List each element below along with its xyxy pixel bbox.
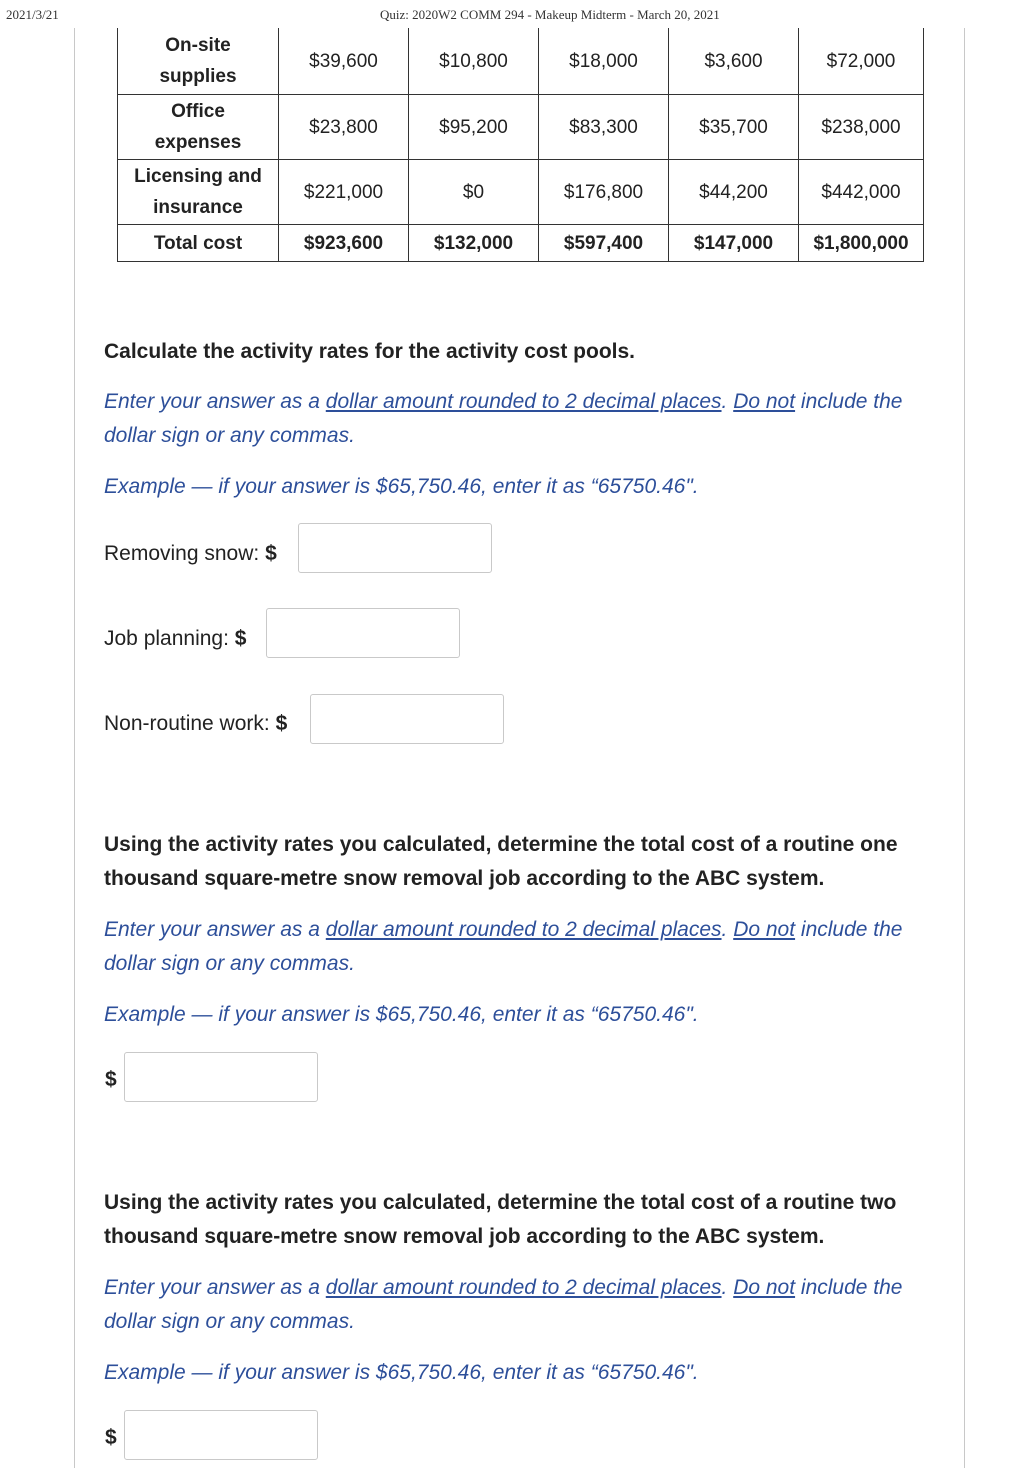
answer-instructions: Enter your answer as a dollar amount rounded to 2 decimal places. Do not include the dollar sign or any commas. [104,918,903,975]
question-1000-sqm-job [104,828,934,1032]
table-row-total [118,225,924,262]
row-label: Licensing and insurance [118,160,279,225]
answer-example: Example — if your answer is $65,750.46, enter it as “65750.46". [104,1361,699,1384]
job-planning-label: Job planning: $ [104,627,247,650]
question-title: Calculate the activity rates for the activity cost pools. [104,340,635,363]
table-cell: $35,700 [669,95,799,160]
row-label: Office expenses [118,95,279,160]
table-cell: $176,800 [539,160,669,225]
row-label: Total cost [118,225,279,262]
content-left-border [74,28,75,1468]
instruction-emphasis: dollar amount rounded to 2 decimal places [325,918,722,941]
table-cell: $72,000 [799,28,924,95]
non-routine-work-rate-input[interactable] [310,694,504,744]
removing-snow-rate-input[interactable] [298,523,492,573]
table-cell: $10,800 [409,28,539,95]
instruction-emphasis: Do not [733,1276,796,1299]
instruction-emphasis: dollar amount rounded to 2 decimal places [325,390,722,413]
question-title: Using the activity rates you calculated, determine the total cost of a routine two thousand square-metre snow removal job according to the ABC system. [104,1191,897,1248]
dollar-sign-label: $ [105,1068,117,1091]
table-row [118,95,924,160]
table-cell: $1,800,000 [799,225,924,262]
question-title: Using the activity rates you calculated, determine the total cost of a routine one thousand square-metre snow removal job according to the ABC system. [104,833,898,890]
table-cell: $95,200 [409,95,539,160]
table-cell: $18,000 [539,28,669,95]
table-cell: $23,800 [279,95,409,160]
table-cell: $3,600 [669,28,799,95]
answer-example: Example — if your answer is $65,750.46, enter it as “65750.46". [104,475,699,498]
dollar-sign-label: $ [105,1426,117,1449]
table-row [118,160,924,225]
table-cell: $147,000 [669,225,799,262]
table-cell: $44,200 [669,160,799,225]
instruction-emphasis: Do not [733,390,796,413]
non-routine-work-label: Non-routine work: $ [104,712,288,735]
table-row [118,28,924,95]
cost-2000-sqm-input[interactable] [124,1410,318,1460]
table-cell: $132,000 [409,225,539,262]
question-activity-rates [104,335,934,504]
question-2000-sqm-job [104,1186,934,1390]
instruction-emphasis: dollar amount rounded to 2 decimal places [325,1276,722,1299]
print-date: 2021/3/21 [6,7,59,22]
answer-instructions: Enter your answer as a dollar amount rounded to 2 decimal places. Do not include the dollar sign or any commas. [104,390,903,447]
table-cell: $221,000 [279,160,409,225]
row-label: On-site supplies [118,28,279,95]
cost-1000-sqm-input[interactable] [124,1052,318,1102]
table-cell: $923,600 [279,225,409,262]
table-cell: $597,400 [539,225,669,262]
table-cell: $39,600 [279,28,409,95]
table-cell: $0 [409,160,539,225]
content-right-border [964,28,965,1468]
table-cell: $442,000 [799,160,924,225]
instruction-emphasis: Do not [733,918,796,941]
answer-instructions: Enter your answer as a dollar amount rounded to 2 decimal places. Do not include the dollar sign or any commas. [104,1276,903,1333]
job-planning-rate-input[interactable] [266,608,460,658]
activity-cost-table [117,28,924,262]
removing-snow-label: Removing snow: $ [104,542,277,565]
print-header-title: Quiz: 2020W2 COMM 294 - Makeup Midterm - March 20, 2021 [380,7,720,22]
table-cell: $238,000 [799,95,924,160]
table-cell: $83,300 [539,95,669,160]
answer-example: Example — if your answer is $65,750.46, enter it as “65750.46". [104,1003,699,1026]
